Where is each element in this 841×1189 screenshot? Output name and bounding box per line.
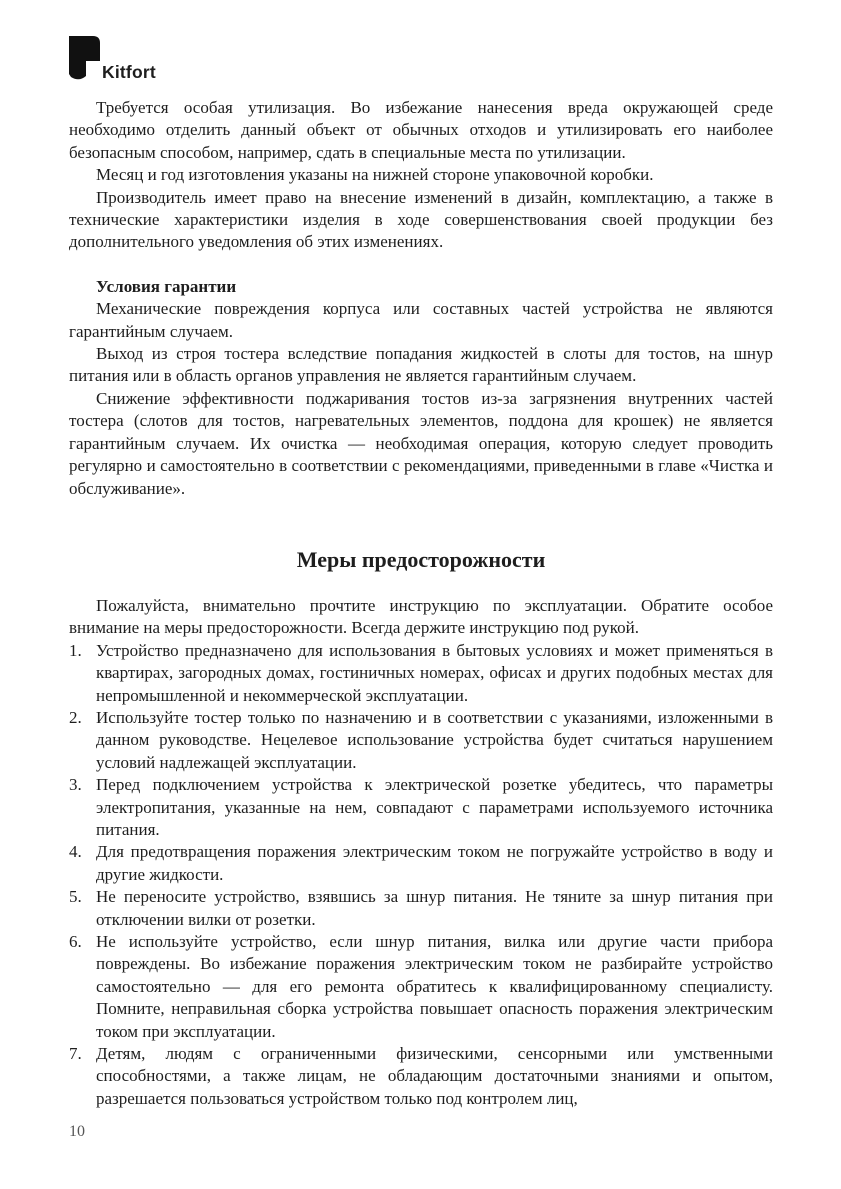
list-item-text: Используйте тостер только по назначению и в соответствии с указаниями, изложенными в данном руководстве. Нецелевое использование устройства будет считаться нарушением условий надлежащей эксплуатации.	[96, 707, 773, 772]
list-item-text: Не используйте устройство, если шнур питания, вилка или другие части прибора повреждены. Во избежание поражения электрическим током не разбирайте устройство самостоятельно — для его ремонта обратитесь к квалифицированному специалисту. Помните, неправильная сборка устройства повышает опасность поражения электрическим током при эксплуатации.	[96, 932, 773, 1041]
paragraph-manufacturer-rights: Производитель имеет право на внесение изменений в дизайн, комплектацию, а также в технические характеристики изделия в ходе совершенствования своей продукции без дополнительного уведомления об этих изменениях.	[69, 187, 773, 252]
brand-wordmark: Kitfort	[102, 62, 156, 82]
list-item-text: Не переносите устройство, взявшись за шнур питания. Не тяните за шнур питания при отключении вилки от розетки.	[96, 887, 773, 929]
warranty-paragraph: Механические повреждения корпуса или составных частей устройства не являются гарантийным случаем.	[69, 299, 773, 341]
warranty-paragraph: Снижение эффективности поджаривания тостов из-за загрязнения внутренних частей тостера (слотов для тостов, нагревательных элементов, поддона для крошек) не является гарантийным случаем. Их очистка — необходимая операция, которую следует проводить регулярно и самостоятельно в соответствии с рекомендациями, приведенными в главе «Чистка и обслуживание».	[69, 388, 773, 498]
page-content	[69, 97, 773, 1110]
kitfort-logo	[69, 36, 156, 82]
list-item-number: 1.	[69, 640, 82, 660]
page-number: 10	[69, 1123, 85, 1140]
list-item	[69, 774, 773, 841]
paragraph-manufacture-date: Месяц и год изготовления указаны на нижней стороне упаковочной коробки.	[96, 165, 654, 185]
list-item-number: 5.	[69, 887, 82, 907]
list-item-number: 4.	[69, 842, 82, 862]
list-item-number: 3.	[69, 775, 82, 795]
list-item	[69, 707, 773, 774]
list-item-number: 2.	[69, 707, 82, 727]
list-item-text: Для предотвращения поражения электрическим током не погружайте устройство в воду и другие жидкости.	[96, 842, 773, 884]
list-item	[69, 1043, 773, 1110]
list-item-number: 7.	[69, 1044, 82, 1064]
safety-intro: Пожалуйста, внимательно прочтите инструкцию по эксплуатации. Обратите особое внимание на меры предосторожности. Всегда держите инструкцию под рукой.	[69, 595, 773, 638]
list-item-text: Устройство предназначено для использования в бытовых условиях и может применяться в квартирах, загородных домах, гостиничных номерах, офисах и других подобных местах для непромышленной и некоммерческой эксплуатации.	[96, 640, 773, 705]
list-item	[69, 640, 773, 707]
safety-list	[69, 640, 773, 1111]
list-item-number: 6.	[69, 932, 82, 951]
list-item-text: Перед подключением устройства к электрической розетке убедитесь, что параметры электропитания, указанные на нем, совпадают с параметрами используемого источника питания.	[96, 775, 773, 839]
section-title: Меры предосторожности	[296, 546, 546, 572]
list-item	[69, 886, 773, 931]
list-item	[69, 841, 773, 886]
list-item	[69, 931, 773, 1043]
kitfort-logo-icon	[69, 36, 100, 82]
paragraph-disposal: Требуется особая утилизация. Во избежание нанесения вреда окружающей среде необходимо отделить данный объект от обычных отходов и утилизировать его наиболее безопасным способом, например, сдать в специальные места по утилизации.	[69, 98, 773, 162]
warranty-paragraph: Выход из строя тостера вследствие попадания жидкостей в слоты для тостов, на шнур питания или в область органов управления не является гарантийным случаем.	[69, 344, 773, 386]
list-item-text: Детям, людям с ограниченными физическими, сенсорными или умственными способностями, а также лицам, не обладающим достаточными знаниями и опытом, разрешается пользоваться устройством только под контролем лиц,	[96, 1044, 773, 1108]
warranty-heading: Условия гарантии	[96, 276, 237, 296]
